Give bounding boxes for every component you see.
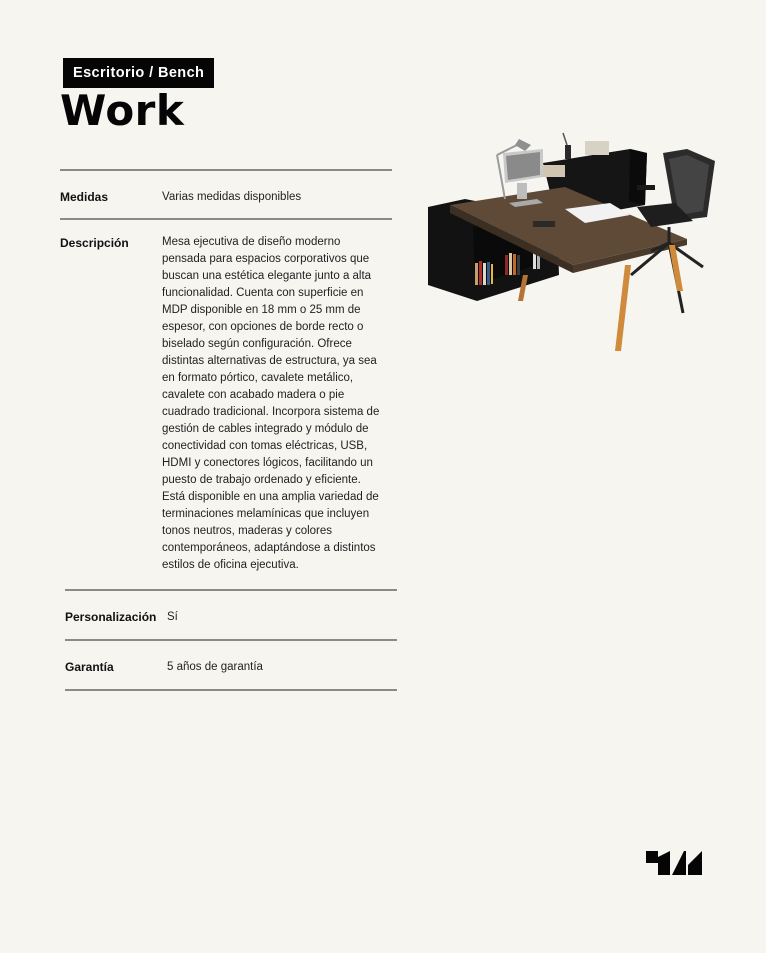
category-badge: Escritorio / Bench — [63, 58, 214, 88]
spec-label-garantia: Garantía — [65, 660, 114, 674]
description-line: Está disponible en una amplia variedad de — [162, 491, 379, 503]
description-line: biselado según configuración. Ofrece — [162, 338, 352, 350]
page-title: Work — [60, 86, 185, 135]
divider — [65, 689, 397, 691]
description-line: tonos neutros, maderas y colores — [162, 525, 333, 537]
divider — [65, 589, 397, 591]
spec-value-garantia: 5 años de garantía — [167, 661, 263, 673]
description-line: en formato pórtico, cavalete metálico, — [162, 372, 354, 384]
description-line: cavalete con acabado madera o pie — [162, 389, 345, 401]
spec-value-medidas: Varias medidas disponibles — [162, 191, 302, 203]
desk-product-image — [425, 125, 725, 355]
description-line: estilos de oficina ejecutiva. — [162, 559, 299, 571]
description-line: funcionalidad. Cuenta con superficie en — [162, 287, 364, 299]
spec-value-descripcion — [162, 234, 398, 574]
spec-label-medidas: Medidas — [60, 190, 109, 204]
description-line: gestión de cables integrado y módulo de — [162, 423, 369, 435]
description-line: contemporáneos, adaptándose a distintos — [162, 542, 376, 554]
description-line: terminaciones melamínicas que incluyen — [162, 508, 370, 520]
spec-label-descripcion: Descripción — [60, 236, 129, 250]
description-line: conectividad con tomas eléctricas, USB, — [162, 440, 368, 452]
divider — [60, 218, 392, 220]
description-line: buscan una estética elegante junto a alta — [162, 270, 372, 282]
description-line: cuadrado tradicional. Incorpora sistema de — [162, 406, 380, 418]
description-line: pensada para espacios corporativos que — [162, 253, 370, 265]
divider — [65, 639, 397, 641]
description-line: MDP disponible en 18 mm o 25 mm de — [162, 304, 361, 316]
description-line: HDMI y conectores lógicos, facilitando un — [162, 457, 373, 469]
divider — [60, 169, 392, 171]
brand-logo — [646, 851, 702, 875]
description-line: espesor, con opciones de borde recto o — [162, 321, 364, 333]
description-line: Mesa ejecutiva de diseño moderno — [162, 236, 341, 248]
spec-value-personalizacion: Sí — [167, 611, 178, 623]
spec-label-personalizacion: Personalización — [65, 610, 157, 624]
description-line: puesto de trabajo ordenado y eficiente. — [162, 474, 361, 486]
description-line: distintas alternativas de estructura, ya sea — [162, 355, 377, 367]
